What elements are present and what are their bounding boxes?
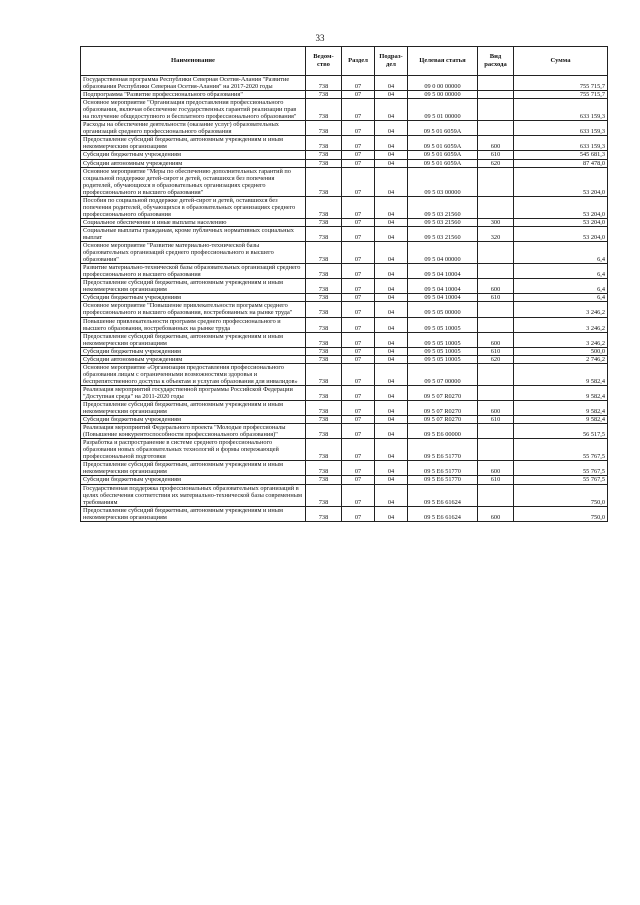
row-amount: 87 478,0 — [514, 159, 608, 167]
row-name: Предоставление субсидий бюджетным, автономным учреждениям и иным некоммерческим организациям — [81, 279, 306, 294]
row-department: 738 — [306, 506, 342, 521]
row-subsection: 04 — [375, 506, 408, 521]
row-section: 07 — [342, 439, 375, 461]
row-expense-type — [478, 242, 514, 264]
row-expense-type: 300 — [478, 218, 514, 226]
row-section: 07 — [342, 461, 375, 476]
row-expense-type — [478, 439, 514, 461]
row-amount: 3 246,2 — [514, 332, 608, 347]
row-amount: 56 517,5 — [514, 424, 608, 439]
row-name: Предоставление субсидий бюджетным, автономным учреждениям и иным некоммерческим организациям — [81, 332, 306, 347]
table-row — [81, 294, 608, 302]
row-name: Субсидии бюджетным учреждениям — [81, 151, 306, 159]
row-section: 07 — [342, 416, 375, 424]
table-row — [81, 159, 608, 167]
row-expense-type: 610 — [478, 347, 514, 355]
row-name: Субсидии бюджетным учреждениям — [81, 294, 306, 302]
row-target-article: 09 5 07 R0270 — [408, 385, 478, 400]
row-target-article: 09 5 04 10004 — [408, 279, 478, 294]
row-section: 07 — [342, 167, 375, 196]
row-expense-type — [478, 99, 514, 121]
row-amount: 53 204,0 — [514, 196, 608, 218]
row-amount: 6,4 — [514, 294, 608, 302]
row-amount: 9 582,4 — [514, 416, 608, 424]
row-target-article: 09 5 05 10005 — [408, 355, 478, 363]
row-subsection: 04 — [375, 264, 408, 279]
row-section: 07 — [342, 302, 375, 317]
row-target-article: 09 5 07 R0270 — [408, 401, 478, 416]
row-amount: 6,4 — [514, 279, 608, 294]
row-subsection: 04 — [375, 355, 408, 363]
row-section: 07 — [342, 159, 375, 167]
row-target-article: 09 5 03 21560 — [408, 218, 478, 226]
row-department: 738 — [306, 302, 342, 317]
row-amount: 6,4 — [514, 242, 608, 264]
row-subsection: 04 — [375, 347, 408, 355]
row-expense-type — [478, 363, 514, 385]
row-department: 738 — [306, 136, 342, 151]
row-expense-type: 600 — [478, 279, 514, 294]
row-amount: 9 582,4 — [514, 385, 608, 400]
row-section: 07 — [342, 347, 375, 355]
row-name: Расходы на обеспечение деятельности (оказание услуг) образовательных организаций среднего профессионального образования — [81, 121, 306, 136]
table-row — [81, 416, 608, 424]
table-row — [81, 218, 608, 226]
row-target-article: 09 5 Е6 00000 — [408, 424, 478, 439]
row-expense-type — [478, 424, 514, 439]
row-department: 738 — [306, 363, 342, 385]
row-department: 738 — [306, 439, 342, 461]
row-expense-type: 610 — [478, 476, 514, 484]
row-department: 738 — [306, 484, 342, 506]
row-subsection: 04 — [375, 416, 408, 424]
row-department: 738 — [306, 416, 342, 424]
row-subsection: 04 — [375, 317, 408, 332]
row-department: 738 — [306, 424, 342, 439]
row-subsection: 04 — [375, 151, 408, 159]
row-subsection: 04 — [375, 484, 408, 506]
row-name: Развитие материально-технической базы образовательных организаций среднего профессионального и высшего образования — [81, 264, 306, 279]
row-target-article: 09 5 01 6059А — [408, 151, 478, 159]
row-amount: 53 204,0 — [514, 167, 608, 196]
row-amount: 633 159,3 — [514, 136, 608, 151]
row-amount: 633 159,3 — [514, 99, 608, 121]
table-row — [81, 317, 608, 332]
table-row — [81, 226, 608, 241]
row-department: 738 — [306, 332, 342, 347]
row-target-article: 09 5 Е6 51770 — [408, 461, 478, 476]
row-name: Субсидии бюджетным учреждениям — [81, 347, 306, 355]
row-target-article: 09 5 05 00000 — [408, 302, 478, 317]
row-section: 07 — [342, 151, 375, 159]
row-amount: 6,4 — [514, 264, 608, 279]
row-department: 738 — [306, 355, 342, 363]
row-expense-type: 600 — [478, 332, 514, 347]
row-section: 07 — [342, 484, 375, 506]
row-section: 07 — [342, 424, 375, 439]
row-department: 738 — [306, 242, 342, 264]
table-row — [81, 347, 608, 355]
table-row — [81, 136, 608, 151]
row-section: 07 — [342, 226, 375, 241]
row-subsection: 04 — [375, 302, 408, 317]
row-department: 738 — [306, 151, 342, 159]
row-expense-type: 620 — [478, 159, 514, 167]
row-name: Социальное обеспечение и иные выплаты населению — [81, 218, 306, 226]
table-row — [81, 439, 608, 461]
row-department: 738 — [306, 279, 342, 294]
row-name: Субсидии автономным учреждениям — [81, 355, 306, 363]
row-department: 738 — [306, 385, 342, 400]
row-subsection: 04 — [375, 385, 408, 400]
row-amount: 545 681,3 — [514, 151, 608, 159]
table-row — [81, 121, 608, 136]
row-department: 738 — [306, 461, 342, 476]
table-row — [81, 302, 608, 317]
row-amount: 53 204,0 — [514, 226, 608, 241]
row-amount: 750,0 — [514, 506, 608, 521]
row-section: 07 — [342, 264, 375, 279]
row-name: Субсидии бюджетным учреждениям — [81, 476, 306, 484]
row-expense-type — [478, 91, 514, 99]
row-subsection: 04 — [375, 424, 408, 439]
row-amount: 9 582,4 — [514, 363, 608, 385]
row-department: 738 — [306, 226, 342, 241]
row-name: Предоставление субсидий бюджетным, автономным учреждениям и иным некоммерческим организациям — [81, 506, 306, 521]
row-target-article: 09 5 01 6059А — [408, 121, 478, 136]
row-name: Предоставление субсидий бюджетным, автономным учреждениям и иным некоммерческим организациям — [81, 461, 306, 476]
row-section: 07 — [342, 121, 375, 136]
row-subsection: 04 — [375, 279, 408, 294]
row-subsection: 04 — [375, 99, 408, 121]
row-subsection: 04 — [375, 242, 408, 264]
row-section: 07 — [342, 506, 375, 521]
row-department: 738 — [306, 196, 342, 218]
row-name: Государственная программа Республики Северная Осетия-Алания "Развитие образования Республики Северная Осетия-Алания" на 2017-2020 годы — [81, 76, 306, 91]
row-target-article: 09 5 04 10004 — [408, 294, 478, 302]
row-name: Разработка и распространение в системе среднего профессионального образования новых образовательных технологий и формы опережающей профессиональной подготовки — [81, 439, 306, 461]
row-target-article: 09 5 03 21560 — [408, 226, 478, 241]
row-target-article: 09 5 04 00000 — [408, 242, 478, 264]
row-expense-type: 600 — [478, 401, 514, 416]
row-expense-type — [478, 385, 514, 400]
row-department: 738 — [306, 476, 342, 484]
row-target-article: 09 5 05 10005 — [408, 332, 478, 347]
table-row — [81, 401, 608, 416]
row-name: Пособия по социальной поддержке детей-сирот и детей, оставшихся без попечения родителей, обучающихся в образовательных организациях среднего профессионального образования — [81, 196, 306, 218]
table-row — [81, 279, 608, 294]
row-target-article: 09 5 03 21560 — [408, 196, 478, 218]
table-row — [81, 355, 608, 363]
row-target-article: 09 5 01 00000 — [408, 99, 478, 121]
table-body — [81, 76, 608, 522]
row-section: 07 — [342, 76, 375, 91]
row-amount: 55 767,5 — [514, 461, 608, 476]
row-subsection: 04 — [375, 332, 408, 347]
row-expense-type: 320 — [478, 226, 514, 241]
row-amount: 9 582,4 — [514, 401, 608, 416]
row-expense-type: 600 — [478, 506, 514, 521]
row-target-article: 09 5 01 6059А — [408, 136, 478, 151]
row-expense-type — [478, 264, 514, 279]
row-subsection: 04 — [375, 461, 408, 476]
row-name: Реализация мероприятий Федерального проекта "Молодые профессионалы (Повышение конкурентоспособности профессионального образования)" — [81, 424, 306, 439]
row-name: Предоставление субсидий бюджетным, автономным учреждениям и иным некоммерческим организациям — [81, 136, 306, 151]
row-expense-type — [478, 196, 514, 218]
row-name: Основное мероприятие "Организация предоставления профессионального образования, включая обеспечение государственных гарантий реализации прав на получение общедоступного и бесплатного профессионального образования" — [81, 99, 306, 121]
header-name: Наименование — [81, 47, 306, 76]
row-amount: 3 246,2 — [514, 317, 608, 332]
row-name: Основное мероприятие «Организация предоставления профессионального образования лицам с ограниченными возможностями здоровья и беспрепятственного доступа к объектам и услугам образования для инвалидов» — [81, 363, 306, 385]
header-amount: Сумма — [514, 47, 608, 76]
row-amount: 53 204,0 — [514, 218, 608, 226]
row-name: Государственная поддержка профессиональных образовательных организаций в целях обеспечения соответствия их материально-технической базы современным требованиям — [81, 484, 306, 506]
row-expense-type — [478, 302, 514, 317]
row-subsection: 04 — [375, 363, 408, 385]
table-row — [81, 99, 608, 121]
row-subsection: 04 — [375, 121, 408, 136]
row-section: 07 — [342, 218, 375, 226]
row-name: Подпрограмма "Развитие профессионального образования" — [81, 91, 306, 99]
row-department: 738 — [306, 294, 342, 302]
table-row — [81, 76, 608, 91]
row-amount: 633 159,3 — [514, 121, 608, 136]
table-row — [81, 461, 608, 476]
row-subsection: 04 — [375, 401, 408, 416]
row-subsection: 04 — [375, 476, 408, 484]
row-expense-type — [478, 167, 514, 196]
row-amount: 3 246,2 — [514, 302, 608, 317]
row-target-article: 09 0 00 00000 — [408, 76, 478, 91]
budget-table — [80, 46, 608, 522]
row-department: 738 — [306, 218, 342, 226]
row-subsection: 04 — [375, 226, 408, 241]
row-expense-type — [478, 121, 514, 136]
page-number: 33 — [315, 33, 325, 43]
row-department: 738 — [306, 167, 342, 196]
row-subsection: 04 — [375, 294, 408, 302]
table-row — [81, 264, 608, 279]
row-name: Реализация мероприятий государственной программы Российской Федерации "Доступная среда" на 2011-2020 годы — [81, 385, 306, 400]
row-section: 07 — [342, 242, 375, 264]
table-row — [81, 332, 608, 347]
row-target-article: 09 5 07 R0270 — [408, 416, 478, 424]
row-expense-type: 620 — [478, 355, 514, 363]
row-target-article: 09 5 Е6 61624 — [408, 484, 478, 506]
row-name: Основное мероприятие "Меры по обеспечению дополнительных гарантий по социальной поддержке детей-сирот и детей, оставшихся без попечения родителей, обучающихся в образовательных организациях среднего профессионального и высшего образования" — [81, 167, 306, 196]
row-amount: 755 715,7 — [514, 76, 608, 91]
row-target-article: 09 5 03 00000 — [408, 167, 478, 196]
row-target-article: 09 5 Е6 51770 — [408, 476, 478, 484]
row-target-article: 09 5 00 00000 — [408, 91, 478, 99]
row-subsection: 04 — [375, 159, 408, 167]
header-subsection: Подраз- дел — [375, 47, 408, 76]
row-section: 07 — [342, 196, 375, 218]
header-expense-type: Вид расхода — [478, 47, 514, 76]
row-target-article: 09 5 01 6059А — [408, 159, 478, 167]
row-subsection: 04 — [375, 196, 408, 218]
row-department: 738 — [306, 159, 342, 167]
row-amount: 2 746,2 — [514, 355, 608, 363]
row-amount: 55 767,5 — [514, 439, 608, 461]
row-department: 738 — [306, 91, 342, 99]
row-section: 07 — [342, 385, 375, 400]
row-name: Социальные выплаты гражданам, кроме публичных нормативных социальных выплат — [81, 226, 306, 241]
table-row — [81, 151, 608, 159]
header-section: Раздел — [342, 47, 375, 76]
header-department: Ведом- ство — [306, 47, 342, 76]
row-expense-type — [478, 317, 514, 332]
row-department: 738 — [306, 401, 342, 416]
row-name: Повышение привлекательности программ среднего профессионального и высшего образования, востребованных на рынке труда — [81, 317, 306, 332]
row-amount: 500,0 — [514, 347, 608, 355]
row-subsection: 04 — [375, 439, 408, 461]
row-section: 07 — [342, 91, 375, 99]
row-section: 07 — [342, 476, 375, 484]
header-target-article: Целевая статья — [408, 47, 478, 76]
row-name: Основное мероприятие "Повышение привлекательности программ среднего профессионального и высшего образования, востребованных на рынке труда" — [81, 302, 306, 317]
row-expense-type — [478, 484, 514, 506]
row-target-article: 09 5 05 10005 — [408, 317, 478, 332]
table-row — [81, 506, 608, 521]
row-subsection: 04 — [375, 136, 408, 151]
row-section: 07 — [342, 332, 375, 347]
row-section: 07 — [342, 279, 375, 294]
row-expense-type: 600 — [478, 461, 514, 476]
row-name: Предоставление субсидий бюджетным, автономным учреждениям и иным некоммерческим организациям — [81, 401, 306, 416]
row-section: 07 — [342, 317, 375, 332]
table-row — [81, 363, 608, 385]
row-expense-type: 610 — [478, 151, 514, 159]
table-row — [81, 196, 608, 218]
row-department: 738 — [306, 121, 342, 136]
row-target-article: 09 5 Е6 51770 — [408, 439, 478, 461]
row-expense-type: 610 — [478, 294, 514, 302]
row-subsection: 04 — [375, 76, 408, 91]
row-amount: 755 715,7 — [514, 91, 608, 99]
row-department: 738 — [306, 76, 342, 91]
table-row — [81, 484, 608, 506]
row-section: 07 — [342, 136, 375, 151]
row-department: 738 — [306, 317, 342, 332]
table-row — [81, 385, 608, 400]
row-name: Субсидии автономным учреждениям — [81, 159, 306, 167]
row-subsection: 04 — [375, 91, 408, 99]
row-target-article: 09 5 Е6 61624 — [408, 506, 478, 521]
row-subsection: 04 — [375, 167, 408, 196]
row-target-article: 09 5 04 10004 — [408, 264, 478, 279]
table-row — [81, 167, 608, 196]
row-section: 07 — [342, 355, 375, 363]
row-subsection: 04 — [375, 218, 408, 226]
row-department: 738 — [306, 264, 342, 279]
row-name: Основное мероприятие "Развитие материально-технической базы образовательных организаций среднего профессионального и высшего образования" — [81, 242, 306, 264]
row-department: 738 — [306, 99, 342, 121]
table-row — [81, 91, 608, 99]
row-amount: 750,0 — [514, 484, 608, 506]
row-department: 738 — [306, 347, 342, 355]
row-target-article: 09 5 05 10005 — [408, 347, 478, 355]
row-amount: 55 767,5 — [514, 476, 608, 484]
row-expense-type: 600 — [478, 136, 514, 151]
row-section: 07 — [342, 363, 375, 385]
row-target-article: 09 5 07 00000 — [408, 363, 478, 385]
table-row — [81, 424, 608, 439]
row-section: 07 — [342, 401, 375, 416]
table-header-row — [81, 47, 608, 76]
row-section: 07 — [342, 99, 375, 121]
row-section: 07 — [342, 294, 375, 302]
row-name: Субсидии бюджетным учреждениям — [81, 416, 306, 424]
row-expense-type — [478, 76, 514, 91]
row-expense-type: 610 — [478, 416, 514, 424]
table-row — [81, 242, 608, 264]
table-row — [81, 476, 608, 484]
